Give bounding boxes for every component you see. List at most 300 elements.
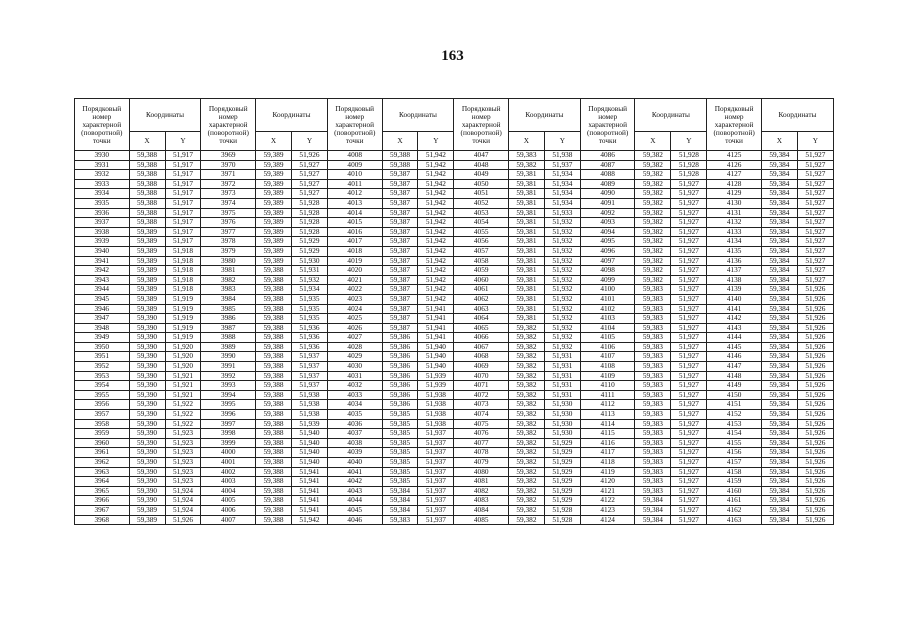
point-number-cell: 4054	[454, 218, 509, 228]
x-value-cell: 59,383	[635, 304, 671, 314]
x-value-cell: 59,385	[382, 429, 418, 439]
y-value-cell: 51,926	[797, 342, 833, 352]
point-number-cell: 3967	[75, 505, 130, 515]
x-value-cell: 59,382	[508, 323, 544, 333]
y-value-cell: 51,934	[544, 198, 580, 208]
point-number-cell: 4074	[454, 410, 509, 420]
y-value-cell: 51,942	[418, 170, 454, 180]
point-number-cell: 3940	[75, 246, 130, 256]
y-value-cell: 51,942	[418, 266, 454, 276]
x-value-cell: 59,383	[635, 448, 671, 458]
point-number-cell: 4038	[327, 438, 382, 448]
point-number-cell: 4041	[327, 467, 382, 477]
x-value-cell: 59,384	[761, 189, 797, 199]
point-number-cell: 3985	[201, 304, 256, 314]
y-value-cell: 51,938	[544, 151, 580, 161]
point-number-cell: 4034	[327, 400, 382, 410]
y-value-cell: 51,927	[671, 515, 707, 525]
x-value-cell: 59,383	[635, 285, 671, 295]
point-number-cell: 4081	[454, 477, 509, 487]
x-value-cell: 59,384	[761, 285, 797, 295]
x-value-cell: 59,381	[508, 170, 544, 180]
header-y: Y	[671, 132, 707, 151]
x-value-cell: 59,384	[761, 170, 797, 180]
header-point-number: Порядковый номер характерной (поворотной) точки	[75, 99, 130, 151]
coordinates-table	[74, 98, 834, 525]
point-number-cell: 3968	[75, 515, 130, 525]
point-number-cell: 4122	[580, 496, 635, 506]
y-value-cell: 51,936	[291, 333, 327, 343]
y-value-cell: 51,922	[165, 410, 201, 420]
y-value-cell: 51,917	[165, 151, 201, 161]
y-value-cell: 51,942	[418, 151, 454, 161]
point-number-cell: 3948	[75, 323, 130, 333]
x-value-cell: 59,382	[635, 198, 671, 208]
y-value-cell: 51,917	[165, 218, 201, 228]
x-value-cell: 59,384	[761, 381, 797, 391]
point-number-cell: 4141	[707, 304, 762, 314]
y-value-cell: 51,917	[165, 227, 201, 237]
point-number-cell: 3983	[201, 285, 256, 295]
x-value-cell: 59,388	[382, 160, 418, 170]
x-value-cell: 59,384	[761, 227, 797, 237]
point-number-cell: 3989	[201, 342, 256, 352]
point-number-cell: 4083	[454, 496, 509, 506]
x-value-cell: 59,383	[635, 381, 671, 391]
y-value-cell: 51,937	[291, 352, 327, 362]
x-value-cell: 59,384	[761, 362, 797, 372]
point-number-cell: 4002	[201, 467, 256, 477]
y-value-cell: 51,936	[291, 323, 327, 333]
x-value-cell: 59,386	[382, 390, 418, 400]
table-row	[75, 323, 834, 333]
header-point-number: Порядковый номер характерной (поворотной) точки	[454, 99, 509, 151]
table-body	[75, 151, 834, 525]
y-value-cell: 51,931	[544, 390, 580, 400]
point-number-cell: 4052	[454, 198, 509, 208]
x-value-cell: 59,383	[635, 400, 671, 410]
table-row	[75, 410, 834, 420]
point-number-cell: 4101	[580, 294, 635, 304]
point-number-cell: 4098	[580, 266, 635, 276]
y-value-cell: 51,927	[671, 381, 707, 391]
x-value-cell: 59,388	[256, 371, 292, 381]
point-number-cell: 4137	[707, 266, 762, 276]
y-value-cell: 51,927	[671, 410, 707, 420]
y-value-cell: 51,927	[797, 189, 833, 199]
x-value-cell: 59,383	[635, 352, 671, 362]
x-value-cell: 59,382	[635, 160, 671, 170]
y-value-cell: 51,929	[291, 237, 327, 247]
y-value-cell: 51,928	[544, 505, 580, 515]
point-number-cell: 4056	[454, 237, 509, 247]
x-value-cell: 59,387	[382, 275, 418, 285]
x-value-cell: 59,389	[129, 275, 165, 285]
x-value-cell: 59,384	[761, 342, 797, 352]
point-number-cell: 3930	[75, 151, 130, 161]
point-number-cell: 4017	[327, 237, 382, 247]
y-value-cell: 51,935	[291, 294, 327, 304]
y-value-cell: 51,920	[165, 352, 201, 362]
y-value-cell: 51,926	[797, 352, 833, 362]
y-value-cell: 51,928	[291, 218, 327, 228]
y-value-cell: 51,932	[544, 256, 580, 266]
point-number-cell: 4093	[580, 218, 635, 228]
header-point-number: Порядковый номер характерной (поворотной) точки	[327, 99, 382, 151]
y-value-cell: 51,934	[544, 179, 580, 189]
x-value-cell: 59,382	[635, 208, 671, 218]
y-value-cell: 51,938	[418, 410, 454, 420]
point-number-cell: 4143	[707, 323, 762, 333]
y-value-cell: 51,926	[797, 410, 833, 420]
point-number-cell: 4104	[580, 323, 635, 333]
point-number-cell: 4064	[454, 314, 509, 324]
y-value-cell: 51,942	[418, 160, 454, 170]
x-value-cell: 59,383	[382, 515, 418, 525]
y-value-cell: 51,926	[797, 314, 833, 324]
point-number-cell: 3963	[75, 467, 130, 477]
x-value-cell: 59,385	[382, 477, 418, 487]
y-value-cell: 51,942	[418, 285, 454, 295]
x-value-cell: 59,390	[129, 448, 165, 458]
y-value-cell: 51,935	[291, 314, 327, 324]
point-number-cell: 3953	[75, 371, 130, 381]
y-value-cell: 51,938	[418, 390, 454, 400]
point-number-cell: 3943	[75, 275, 130, 285]
point-number-cell: 3961	[75, 448, 130, 458]
x-value-cell: 59,389	[256, 160, 292, 170]
point-number-cell: 3942	[75, 266, 130, 276]
point-number-cell: 4163	[707, 515, 762, 525]
x-value-cell: 59,385	[382, 458, 418, 468]
point-number-cell: 4020	[327, 266, 382, 276]
y-value-cell: 51,926	[165, 515, 201, 525]
point-number-cell: 4025	[327, 314, 382, 324]
x-value-cell: 59,382	[508, 419, 544, 429]
y-value-cell: 51,926	[797, 294, 833, 304]
y-value-cell: 51,926	[797, 304, 833, 314]
y-value-cell: 51,927	[671, 438, 707, 448]
point-number-cell: 4063	[454, 304, 509, 314]
x-value-cell: 59,382	[635, 237, 671, 247]
y-value-cell: 51,927	[797, 227, 833, 237]
x-value-cell: 59,389	[129, 256, 165, 266]
x-value-cell: 59,384	[761, 294, 797, 304]
x-value-cell: 59,382	[635, 246, 671, 256]
table-row	[75, 362, 834, 372]
x-value-cell: 59,386	[382, 381, 418, 391]
point-number-cell: 3977	[201, 227, 256, 237]
x-value-cell: 59,384	[761, 448, 797, 458]
point-number-cell: 4147	[707, 362, 762, 372]
y-value-cell: 51,932	[544, 333, 580, 343]
point-number-cell: 3941	[75, 256, 130, 266]
point-number-cell: 4128	[707, 179, 762, 189]
table-row	[75, 342, 834, 352]
point-number-cell: 4011	[327, 179, 382, 189]
y-value-cell: 51,923	[165, 458, 201, 468]
y-value-cell: 51,931	[291, 266, 327, 276]
y-value-cell: 51,931	[544, 352, 580, 362]
y-value-cell: 51,927	[797, 256, 833, 266]
y-value-cell: 51,937	[418, 486, 454, 496]
point-number-cell: 3998	[201, 429, 256, 439]
y-value-cell: 51,926	[797, 448, 833, 458]
point-number-cell: 4073	[454, 400, 509, 410]
y-value-cell: 51,942	[418, 189, 454, 199]
x-value-cell: 59,387	[382, 314, 418, 324]
point-number-cell: 3981	[201, 266, 256, 276]
point-number-cell: 4144	[707, 333, 762, 343]
point-number-cell: 3957	[75, 410, 130, 420]
y-value-cell: 51,927	[291, 189, 327, 199]
point-number-cell: 4001	[201, 458, 256, 468]
point-number-cell: 4029	[327, 352, 382, 362]
point-number-cell: 4106	[580, 342, 635, 352]
x-value-cell: 59,388	[256, 458, 292, 468]
table-row	[75, 179, 834, 189]
point-number-cell: 4043	[327, 486, 382, 496]
point-number-cell: 3999	[201, 438, 256, 448]
y-value-cell: 51,924	[165, 496, 201, 506]
x-value-cell: 59,387	[382, 170, 418, 180]
x-value-cell: 59,390	[129, 467, 165, 477]
y-value-cell: 51,917	[165, 170, 201, 180]
x-value-cell: 59,382	[508, 352, 544, 362]
point-number-cell: 4024	[327, 304, 382, 314]
point-number-cell: 4094	[580, 227, 635, 237]
y-value-cell: 51,920	[165, 362, 201, 372]
x-value-cell: 59,383	[635, 371, 671, 381]
y-value-cell: 51,927	[797, 246, 833, 256]
table-row	[75, 438, 834, 448]
point-number-cell: 3971	[201, 170, 256, 180]
y-value-cell: 51,926	[797, 400, 833, 410]
point-number-cell: 4048	[454, 160, 509, 170]
y-value-cell: 51,927	[671, 285, 707, 295]
table-row	[75, 390, 834, 400]
y-value-cell: 51,930	[544, 419, 580, 429]
x-value-cell: 59,386	[382, 352, 418, 362]
point-number-cell: 3964	[75, 477, 130, 487]
table-row	[75, 237, 834, 247]
point-number-cell: 4091	[580, 198, 635, 208]
x-value-cell: 59,384	[382, 505, 418, 515]
table-row	[75, 314, 834, 324]
table-row	[75, 285, 834, 295]
y-value-cell: 51,937	[291, 362, 327, 372]
x-value-cell: 59,388	[256, 505, 292, 515]
x-value-cell: 59,387	[382, 179, 418, 189]
x-value-cell: 59,387	[382, 227, 418, 237]
x-value-cell: 59,384	[761, 496, 797, 506]
x-value-cell: 59,384	[761, 410, 797, 420]
x-value-cell: 59,390	[129, 362, 165, 372]
point-number-cell: 3986	[201, 314, 256, 324]
y-value-cell: 51,937	[544, 160, 580, 170]
y-value-cell: 51,917	[165, 189, 201, 199]
table-row	[75, 266, 834, 276]
y-value-cell: 51,927	[671, 218, 707, 228]
header-y: Y	[544, 132, 580, 151]
y-value-cell: 51,926	[797, 419, 833, 429]
page-number: 163	[441, 48, 464, 64]
y-value-cell: 51,939	[418, 381, 454, 391]
y-value-cell: 51,927	[797, 160, 833, 170]
y-value-cell: 51,929	[544, 477, 580, 487]
y-value-cell: 51,927	[671, 208, 707, 218]
point-number-cell: 4092	[580, 208, 635, 218]
y-value-cell: 51,917	[165, 179, 201, 189]
y-value-cell: 51,941	[291, 486, 327, 496]
y-value-cell: 51,937	[418, 429, 454, 439]
header-coordinates: Координаты	[761, 99, 833, 132]
point-number-cell: 3978	[201, 237, 256, 247]
point-number-cell: 4124	[580, 515, 635, 525]
point-number-cell: 4076	[454, 429, 509, 439]
point-number-cell: 4040	[327, 458, 382, 468]
x-value-cell: 59,388	[256, 496, 292, 506]
point-number-cell: 4095	[580, 237, 635, 247]
header-x: X	[761, 132, 797, 151]
y-value-cell: 51,936	[291, 342, 327, 352]
x-value-cell: 59,383	[635, 458, 671, 468]
x-value-cell: 59,384	[761, 218, 797, 228]
y-value-cell: 51,927	[797, 170, 833, 180]
point-number-cell: 4084	[454, 505, 509, 515]
y-value-cell: 51,931	[544, 371, 580, 381]
x-value-cell: 59,387	[382, 198, 418, 208]
point-number-cell: 4140	[707, 294, 762, 304]
y-value-cell: 51,927	[671, 429, 707, 439]
point-number-cell: 3956	[75, 400, 130, 410]
x-value-cell: 59,381	[508, 304, 544, 314]
x-value-cell: 59,389	[129, 246, 165, 256]
y-value-cell: 51,942	[418, 275, 454, 285]
point-number-cell: 4138	[707, 275, 762, 285]
y-value-cell: 51,927	[797, 266, 833, 276]
y-value-cell: 51,942	[418, 179, 454, 189]
point-number-cell: 4018	[327, 246, 382, 256]
x-value-cell: 59,386	[382, 400, 418, 410]
x-value-cell: 59,383	[635, 294, 671, 304]
y-value-cell: 51,938	[291, 400, 327, 410]
x-value-cell: 59,382	[635, 179, 671, 189]
x-value-cell: 59,382	[508, 515, 544, 525]
x-value-cell: 59,384	[635, 515, 671, 525]
table-header-row	[75, 99, 834, 132]
y-value-cell: 51,927	[671, 227, 707, 237]
y-value-cell: 51,927	[797, 179, 833, 189]
header-x: X	[256, 132, 292, 151]
x-value-cell: 59,384	[761, 304, 797, 314]
table-row	[75, 160, 834, 170]
point-number-cell: 3980	[201, 256, 256, 266]
x-value-cell: 59,384	[761, 429, 797, 439]
point-number-cell: 3962	[75, 458, 130, 468]
point-number-cell: 4162	[707, 505, 762, 515]
point-number-cell: 3947	[75, 314, 130, 324]
y-value-cell: 51,932	[544, 304, 580, 314]
x-value-cell: 59,384	[761, 438, 797, 448]
point-number-cell: 4130	[707, 198, 762, 208]
x-value-cell: 59,381	[508, 314, 544, 324]
x-value-cell: 59,381	[508, 275, 544, 285]
x-value-cell: 59,383	[635, 390, 671, 400]
point-number-cell: 3949	[75, 333, 130, 343]
x-value-cell: 59,382	[508, 400, 544, 410]
x-value-cell: 59,381	[508, 285, 544, 295]
y-value-cell: 51,941	[418, 314, 454, 324]
y-value-cell: 51,927	[291, 160, 327, 170]
y-value-cell: 51,927	[671, 371, 707, 381]
point-number-cell: 3970	[201, 160, 256, 170]
point-number-cell: 4158	[707, 467, 762, 477]
y-value-cell: 51,922	[165, 419, 201, 429]
point-number-cell: 3936	[75, 208, 130, 218]
point-number-cell: 4010	[327, 170, 382, 180]
y-value-cell: 51,927	[671, 458, 707, 468]
x-value-cell: 59,389	[129, 285, 165, 295]
x-value-cell: 59,381	[508, 294, 544, 304]
point-number-cell: 4112	[580, 400, 635, 410]
x-value-cell: 59,384	[761, 458, 797, 468]
y-value-cell: 51,926	[797, 371, 833, 381]
y-value-cell: 51,928	[671, 170, 707, 180]
x-value-cell: 59,388	[256, 275, 292, 285]
header-y: Y	[291, 132, 327, 151]
y-value-cell: 51,928	[291, 227, 327, 237]
table-row	[75, 333, 834, 343]
point-number-cell: 3934	[75, 189, 130, 199]
x-value-cell: 59,388	[256, 294, 292, 304]
x-value-cell: 59,382	[508, 458, 544, 468]
y-value-cell: 51,929	[544, 467, 580, 477]
y-value-cell: 51,927	[671, 477, 707, 487]
x-value-cell: 59,390	[129, 381, 165, 391]
point-number-cell: 4026	[327, 323, 382, 333]
y-value-cell: 51,919	[165, 323, 201, 333]
y-value-cell: 51,923	[165, 429, 201, 439]
x-value-cell: 59,388	[256, 285, 292, 295]
point-number-cell: 4100	[580, 285, 635, 295]
point-number-cell: 4142	[707, 314, 762, 324]
x-value-cell: 59,384	[761, 505, 797, 515]
x-value-cell: 59,382	[635, 218, 671, 228]
y-value-cell: 51,923	[165, 467, 201, 477]
point-number-cell: 4114	[580, 419, 635, 429]
x-value-cell: 59,382	[508, 429, 544, 439]
point-number-cell: 4053	[454, 208, 509, 218]
y-value-cell: 51,940	[291, 448, 327, 458]
x-value-cell: 59,388	[256, 314, 292, 324]
x-value-cell: 59,387	[382, 218, 418, 228]
x-value-cell: 59,387	[382, 256, 418, 266]
x-value-cell: 59,388	[382, 151, 418, 161]
y-value-cell: 51,927	[671, 275, 707, 285]
point-number-cell: 4123	[580, 505, 635, 515]
x-value-cell: 59,388	[129, 151, 165, 161]
x-value-cell: 59,388	[256, 323, 292, 333]
x-value-cell: 59,388	[256, 429, 292, 439]
y-value-cell: 51,927	[671, 266, 707, 276]
x-value-cell: 59,383	[635, 362, 671, 372]
x-value-cell: 59,384	[761, 256, 797, 266]
point-number-cell: 4127	[707, 170, 762, 180]
y-value-cell: 51,926	[797, 477, 833, 487]
x-value-cell: 59,388	[256, 410, 292, 420]
y-value-cell: 51,942	[418, 198, 454, 208]
